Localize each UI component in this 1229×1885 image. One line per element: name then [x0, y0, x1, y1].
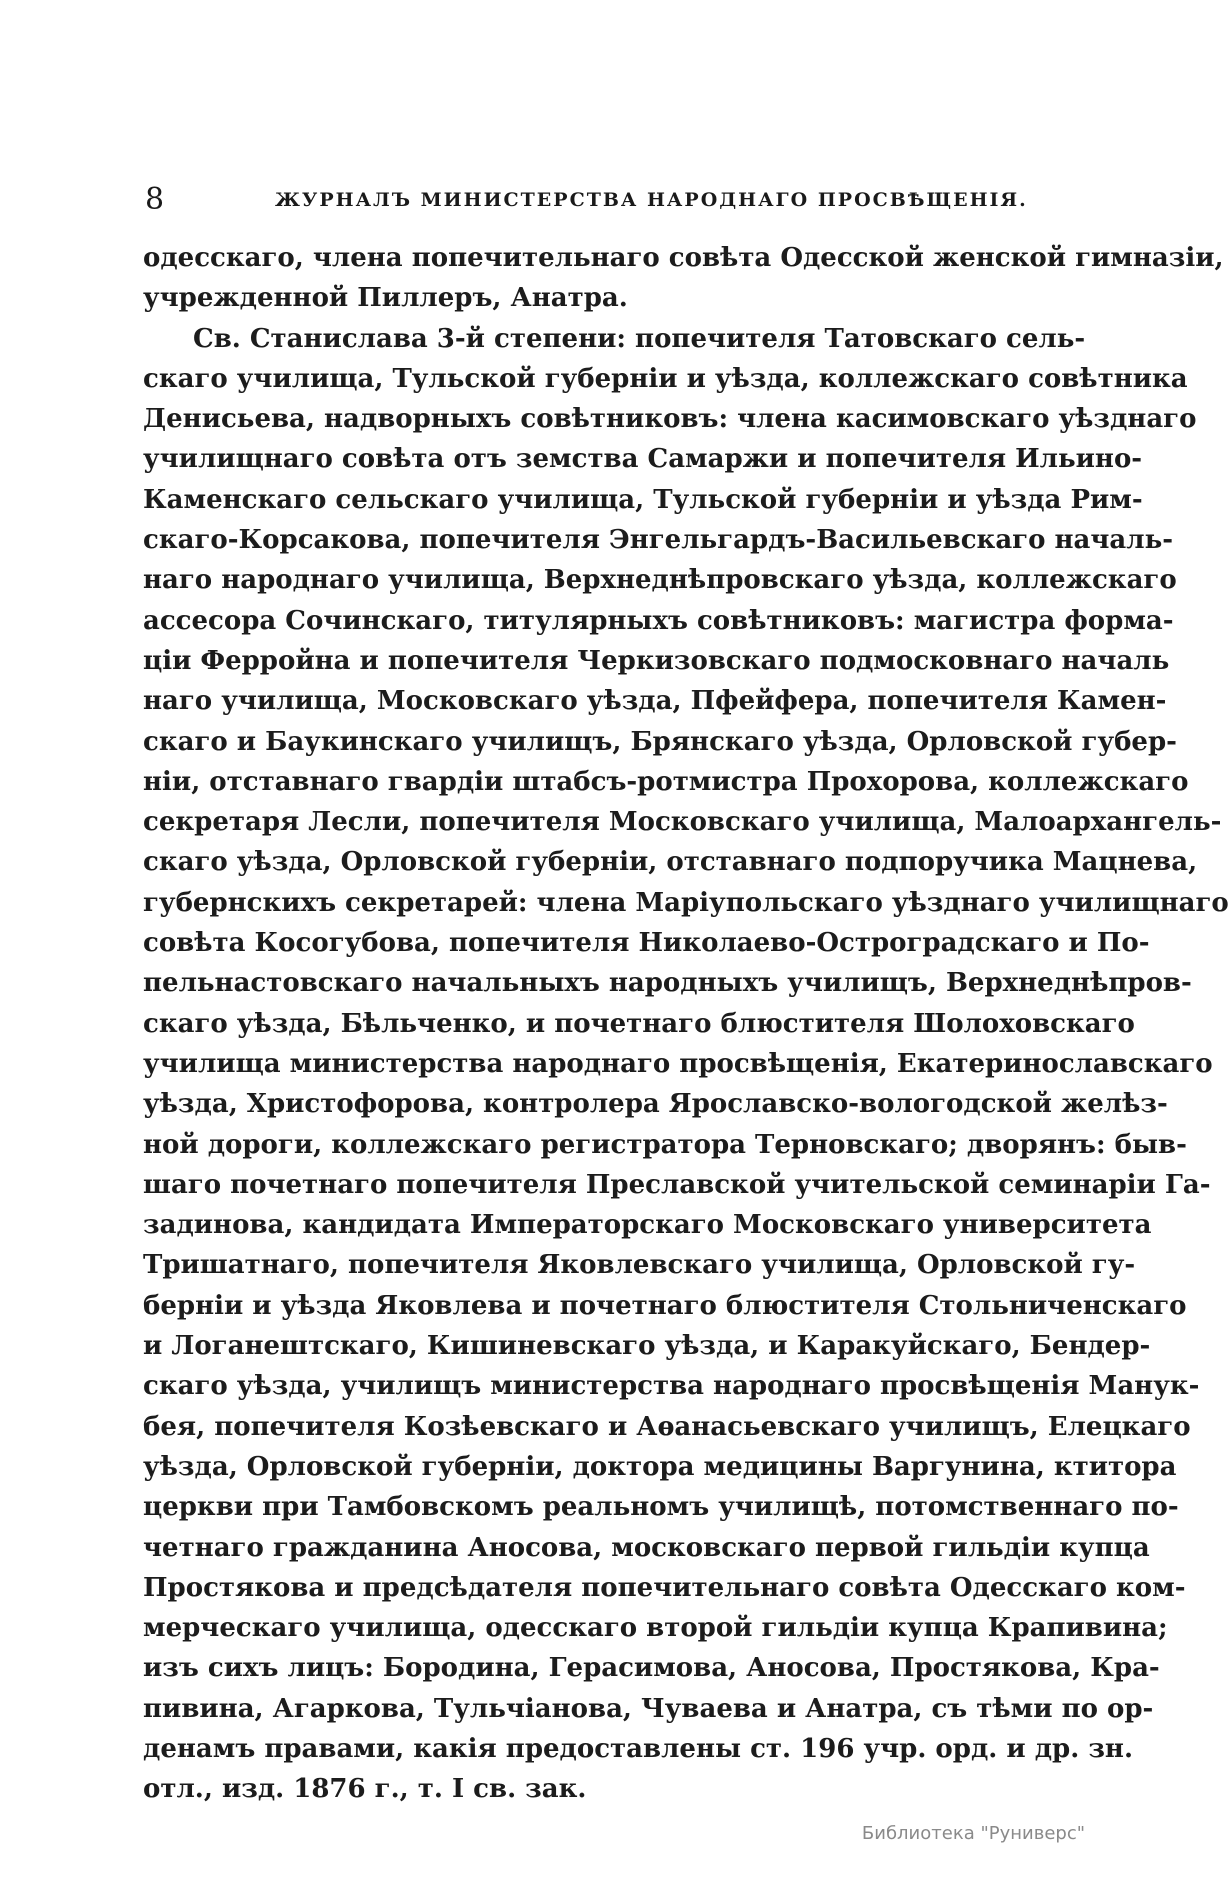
body-text — [143, 238, 1229, 1810]
text-line: уѣзда, Орловской губерніи, доктора медицины Варгунина, ктитора — [143, 1451, 1177, 1482]
text-line: скаго и Баукинскаго училищъ, Брянскаго уѣзда, Орловской губер- — [143, 726, 1177, 757]
text-line: изъ сихъ лицъ: Бородина, Герасимова, Аносова, Простякова, Кра- — [143, 1653, 1160, 1684]
text-line: ассесора Сочинскаго, титулярныхъ совѣтниковъ: магистра форма- — [143, 605, 1174, 636]
text-line: уѣзда, Христофорова, контролера Ярославско-вологодской желѣз- — [143, 1089, 1168, 1120]
text-line: Св. Станислава 3-й степени: попечителя Татовскаго сель- — [193, 323, 1086, 354]
text-line: Денисьева, надворныхъ совѣтниковъ: члена касимовскаго уѣзднаго — [143, 404, 1197, 435]
text-line: денамъ правами, какія предоставлены ст. 196 учр. орд. и др. зн. — [143, 1733, 1134, 1764]
text-line: скаго уѣзда, Орловской губерніи, отставнаго подпоручика Мацнева, — [143, 847, 1198, 878]
text-line: Тришатнаго, попечителя Яковлевскаго училища, Орловской гу- — [143, 1250, 1136, 1281]
text-line: совѣта Косогубова, попечителя Николаево-Остроградскаго и По- — [143, 928, 1150, 959]
text-line: бея, попечителя Козѣевскаго и Аѳанасьевскаго училищъ, Елецкаго — [143, 1411, 1191, 1442]
text-line: ціи Ферройна и попечителя Черкизовскаго подмосковнаго началь — [143, 645, 1170, 676]
text-line: скаго уѣзда, училищъ министерства народнаго просвѣщенія Манук- — [143, 1371, 1200, 1402]
text-line: Простякова и предсѣдателя попечительнаго совѣта Одесскаго ком- — [143, 1572, 1186, 1603]
running-title: ЖУРНАЛЪ МИНИСТЕРСТВА НАРОДНАГО ПРОСВѢЩЕНІЯ. — [275, 189, 1028, 211]
text-line: пельнастовскаго начальныхъ народныхъ училищъ, Верхнеднѣпров- — [143, 968, 1192, 999]
text-line: мерческаго училища, одесскаго второй гильдіи купца Крапивина; — [143, 1613, 1168, 1644]
text-line: отл., изд. 1876 г., т. I св. зак. — [143, 1774, 587, 1805]
text-line: скаго уѣзда, Бѣльченко, и почетнаго блюстителя Шолоховскаго — [143, 1008, 1135, 1039]
text-line: одесскаго, члена попечительнаго совѣта Одесской женской гимназіи, — [143, 243, 1224, 273]
library-watermark: Библиотека "Руниверс" — [861, 1823, 1085, 1844]
text-line: скаго училища, Тульской губерніи и уѣзда, коллежскаго совѣтника — [143, 363, 1188, 394]
text-line: церкви при Тамбовскомъ реальномъ училищѣ, потомственнаго по- — [143, 1492, 1179, 1523]
text-line: губернскихъ секретарей: члена Маріупольскаго уѣзднаго училищнаго — [143, 887, 1229, 918]
page-header — [145, 180, 1055, 220]
text-line: Каменскаго сельскаго училища, Тульской губерніи и уѣзда Рим- — [143, 484, 1143, 515]
text-line: четнаго гражданина Аносова, московскаго первой гильдіи купца — [143, 1532, 1150, 1563]
text-line: шаго почетнаго попечителя Преславской учительской семинаріи Га- — [143, 1169, 1211, 1200]
text-line: берніи и уѣзда Яковлева и почетнаго блюстителя Стольниченскаго — [143, 1290, 1187, 1321]
text-line: ной дороги, коллежскаго регистратора Терновскаго; дворянъ: быв- — [143, 1129, 1187, 1160]
text-line: ніи, отставнаго гвардіи штабсъ-ротмистра Прохорова, коллежскаго — [143, 766, 1189, 797]
text-line: наго народнаго училища, Верхнеднѣпровскаго уѣзда, коллежскаго — [143, 565, 1177, 596]
page-number: 8 — [145, 182, 165, 217]
text-line: задинова, кандидата Императорскаго Московскаго университета — [143, 1210, 1152, 1241]
text-line: и Логанештскаго, Кишиневскаго уѣзда, и Каракуйскаго, Бендер- — [143, 1331, 1151, 1362]
text-line: скаго-Корсакова, попечителя Энгельгардъ-Васильевскаго началь- — [143, 525, 1174, 556]
text-line: секретаря Лесли, попечителя Московскаго училища, Малоархангель- — [143, 807, 1222, 838]
text-line: наго училища, Московскаго уѣзда, Пфейфера, попечителя Камен- — [143, 686, 1167, 717]
text-line: училища министерства народнаго просвѣщенія, Екатеринославскаго — [143, 1048, 1213, 1079]
text-line: училищнаго совѣта отъ земства Самаржи и попечителя Ильино- — [143, 444, 1143, 475]
text-line: учрежденной Пиллеръ, Анатра. — [143, 283, 628, 314]
text-line: пивина, Агаркова, Тульчіанова, Чуваева и Анатра, съ тѣми по ор- — [143, 1693, 1154, 1724]
